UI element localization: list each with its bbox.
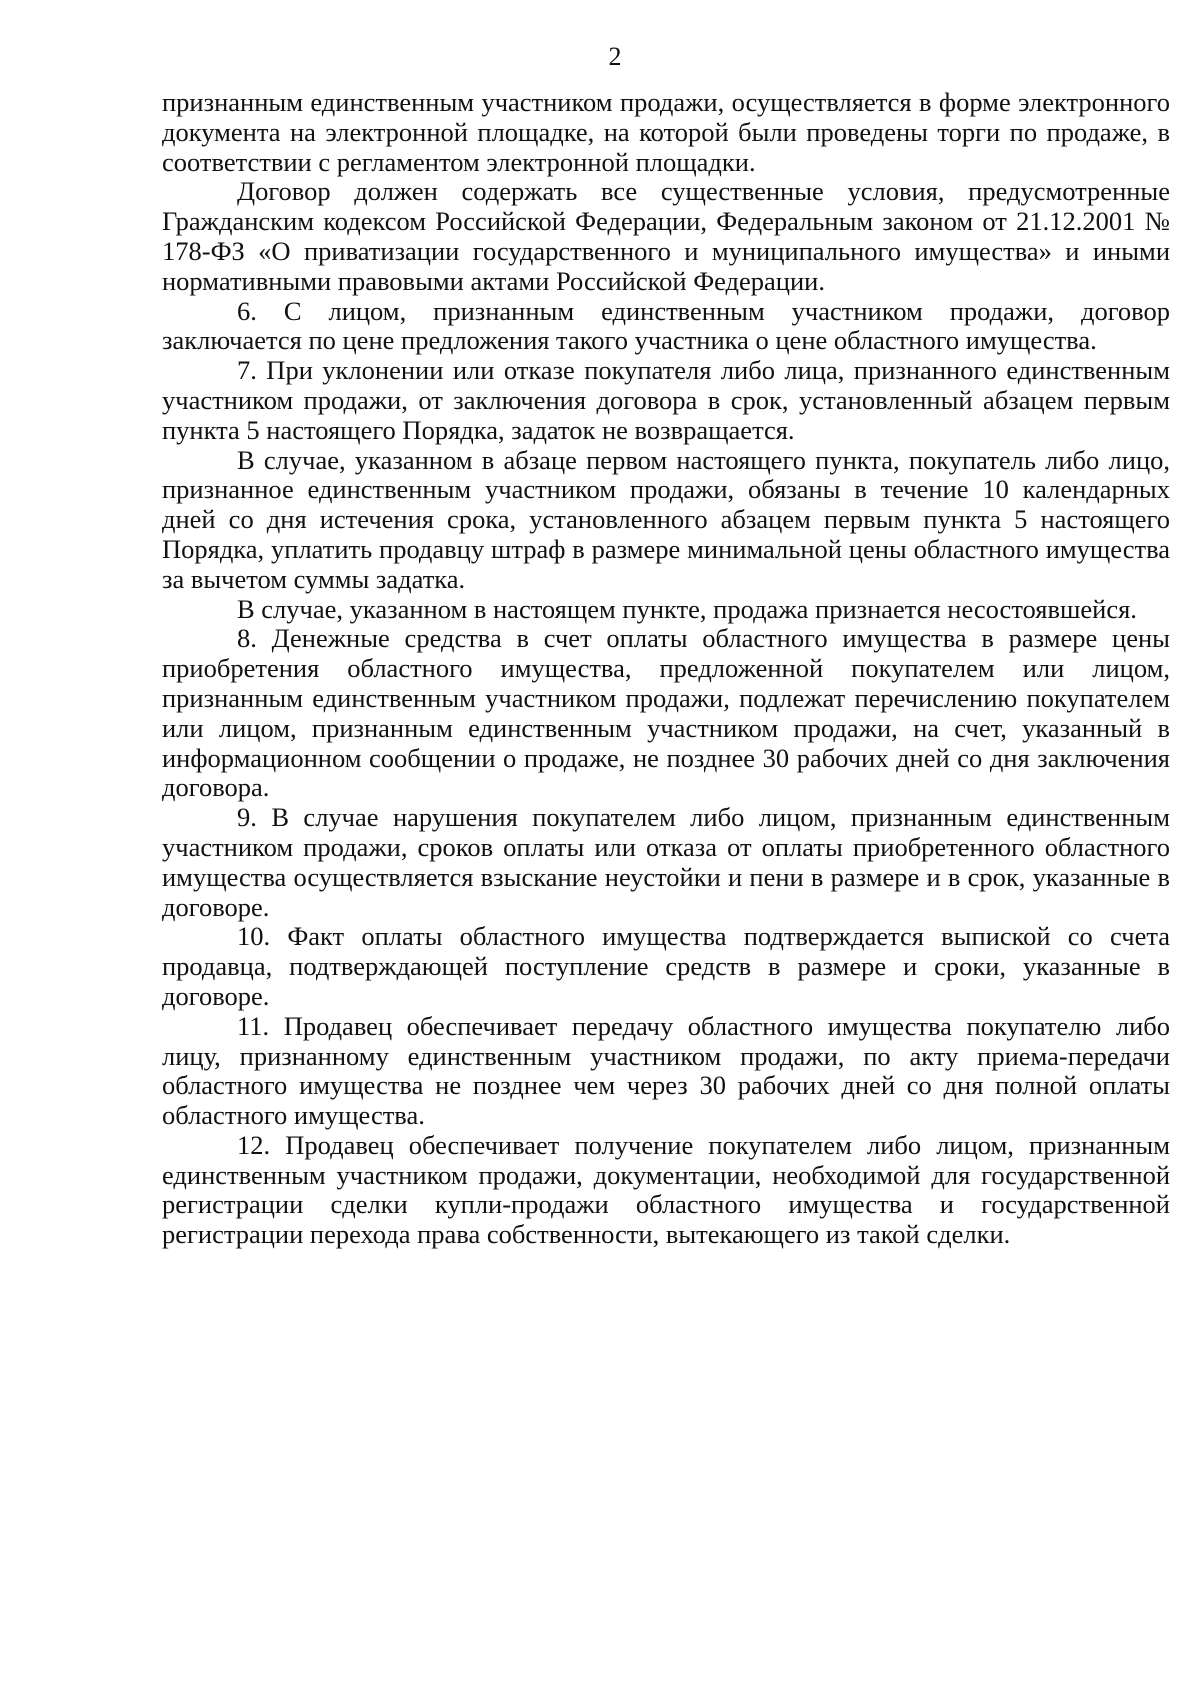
paragraph-item-7: 7. При уклонении или отказе покупателя либо лица, признанного единственным участником продажи, от заключения договора в срок, установленный абзацем первым пункта 5 настоящего Порядка, задаток не возвращается. bbox=[162, 355, 1170, 445]
paragraph-item-11: 11. Продавец обеспечивает передачу областного имущества покупателю либо лицу, признанному единственным участником продажи, по акту приема-передачи областного имущества не позднее чем через 30 рабочих дней со дня полной оплаты областного имущества. bbox=[162, 1010, 1170, 1131]
paragraph-item-8: 8. Денежные средства в счет оплаты областного имущества в размере цены приобретения областного имущества, предложенной покупателем или лицом, признанным единственным участником продажи, подлежат перечислению покупателем или лицом, признанным единственным участником продажи, на счет, указанный в информационном сообщении о продаже, не позднее 30 рабочих дней со дня заключения договора. bbox=[162, 623, 1170, 803]
paragraph-item-12: 12. Продавец обеспечивает получение покупателем либо лицом, признанным единственным участником продажи, документации, необходимой для государственной регистрации сделки купли-продажи областного имущества и государственной регистрации перехода права собственности, вытекающего из такой сделки. bbox=[162, 1129, 1170, 1250]
paragraph-item-7-failed-sale: В случае, указанном в настоящем пункте, продажа признается несостоявшейся. bbox=[237, 593, 1137, 624]
paragraph-item-6: 6. С лицом, признанным единственным участником продажи, договор заключается по цене предложения такого участника о цене областного имущества. bbox=[162, 295, 1170, 356]
paragraph-item-10: 10. Факт оплаты областного имущества подтверждается выпиской со счета продавца, подтверждающей поступление средств в размере и сроки, указанные в договоре. bbox=[162, 921, 1170, 1011]
paragraph-contract-conditions: Договор должен содержать все существенные условия, предусмотренные Гражданским кодексом Российской Федерации, Федеральным законом от 21.12.2001 № 178-ФЗ «О приватизации государственного и муниципального имущества» и иными нормативными правовыми актами Российской Федерации. bbox=[162, 176, 1170, 296]
paragraph-continuation: признанным единственным участником продажи, осуществляется в форме электронного документа на электронной площадке, на которой были проведены торги по продаже, в соответствии с регламентом электронной площадки. bbox=[162, 87, 1170, 177]
paragraph-item-9: 9. В случае нарушения покупателем либо лицом, признанным единственным участником продажи, сроков оплаты или отказа от оплаты приобретенного областного имущества осуществляется взыскание неустойки и пени в размере и в срок, указанные в договоре. bbox=[162, 802, 1170, 922]
page-number: 2 bbox=[608, 42, 622, 71]
paragraph-item-7-penalty: В случае, указанном в абзаце первом настоящего пункта, покупатель либо лицо, признанное единственным участником продажи, обязаны в течение 10 календарных дней со дня истечения срока, установленного абзацем первым пункта 5 настоящего Порядка, уплатить продавцу штраф в размере минимальной цены областного имущества за вычетом суммы задатка. bbox=[162, 444, 1170, 594]
document-body bbox=[162, 88, 1170, 1250]
